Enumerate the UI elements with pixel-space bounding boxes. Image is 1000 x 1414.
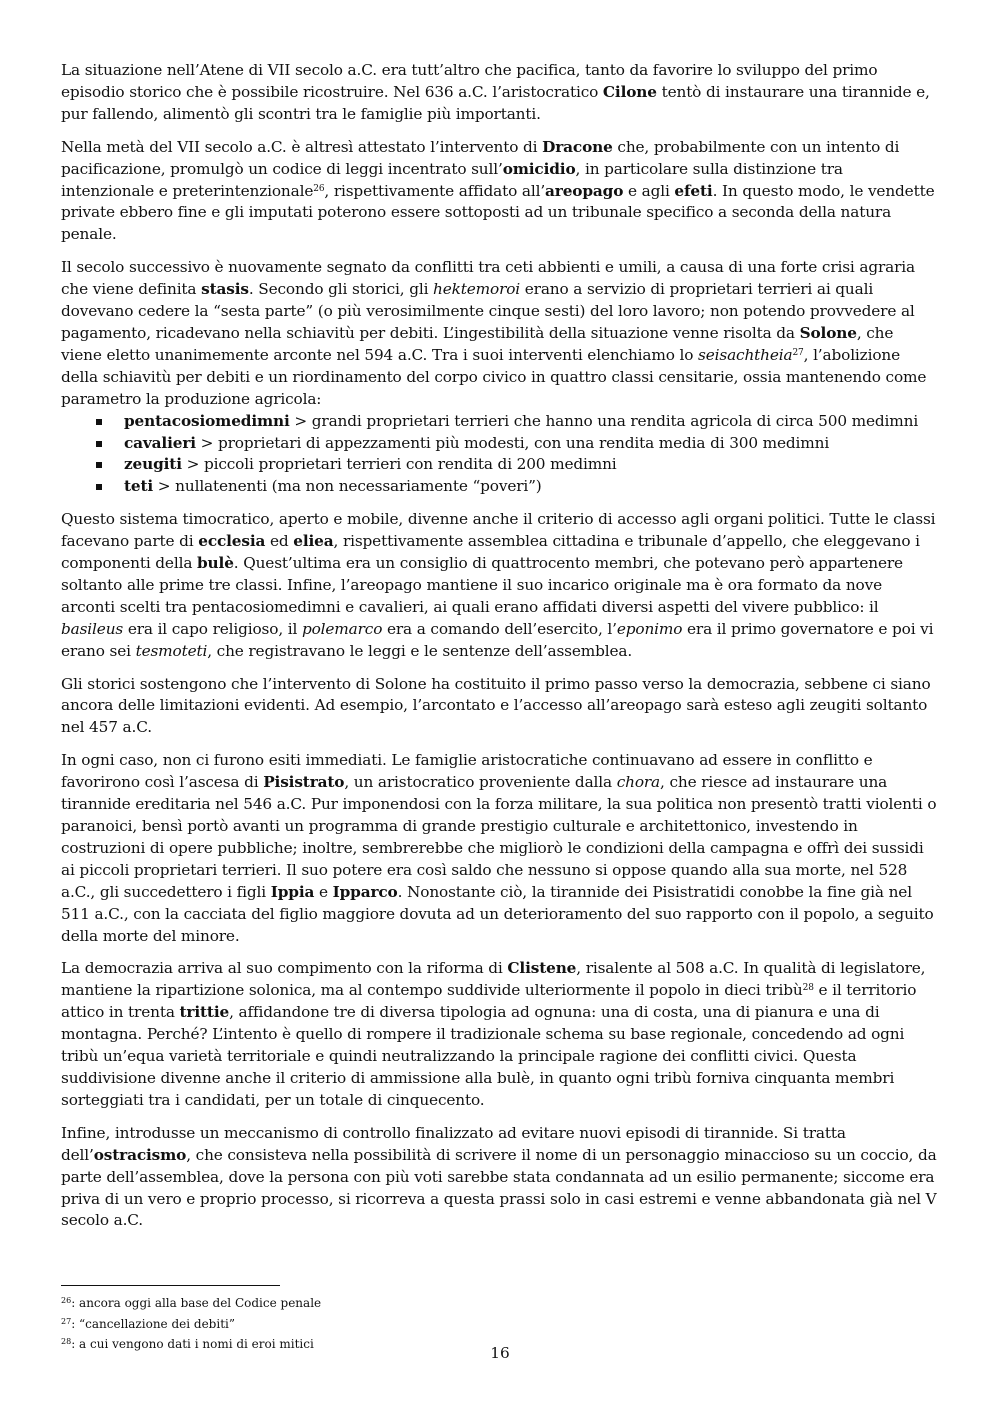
text-run: . Nonostante ciò, la tirannide dei Pisistratidi conobbe la fine già nel 511 a.C., con la cacciata del figlio maggiore dovuta ad un deterioramento del suo rapporto con il popolo, a seguito della morte del minore. xyxy=(61,882,934,945)
footnote-ref: 27 xyxy=(792,347,804,358)
footnote-text: : ancora oggi alla base del Codice penale xyxy=(71,1296,322,1310)
class-name: zeugiti xyxy=(124,455,182,474)
class-name: teti xyxy=(124,477,154,496)
text-run: era il capo religioso, il xyxy=(123,619,302,638)
body-paragraph-5 xyxy=(61,1123,938,1233)
text-run: e il territorio attico in trenta xyxy=(61,981,917,1022)
text-run: . Quest’ultima era un consiglio di quattrocento membri, che potevano però appartenere soltanto alle prime tre classi. Infine, l’areopago mantiene il suo incarico originale ma è ora formato da nove arconti scelti tra pentacosiomedimni e cavalieri, ai quali erano affidati diversi aspetti del vivere pubblico: il xyxy=(61,554,903,616)
census-classes-list xyxy=(61,411,938,499)
footnote-ref: 26 xyxy=(313,183,325,194)
class-name: pentacosiomedimni xyxy=(124,411,290,430)
bold-term: Dracone xyxy=(542,137,613,156)
bold-term: areopago xyxy=(545,181,624,200)
bold-term: Solone xyxy=(799,323,857,342)
text-run: , l’abolizione della schiavitù per debiti e un riordinamento del corpo civico in quattro classi censitarie, ossia mantenendo come parametro la produzione agricola: xyxy=(61,345,927,408)
text-run: La situazione nell’Atene di VII secolo a.C. era tutt’altro che pacifica, tanto da favorire lo sviluppo del primo episodio storico che è possibile ricostruire. Nel 636 a.C. l’aristocratico xyxy=(61,61,878,101)
text-run: , che registravano le leggi e le sentenze dell’assemblea. xyxy=(207,641,633,660)
bold-term: stasis xyxy=(201,280,249,299)
bold-term: bulè xyxy=(197,554,234,573)
text-run: , in particolare sulla distinzione tra intenzionale e preterintenzionale xyxy=(61,159,843,200)
text-run: ed xyxy=(265,532,294,551)
bold-term: efeti xyxy=(674,181,713,200)
intro-paragraph-3 xyxy=(61,257,938,410)
page-number: 16 xyxy=(490,1344,510,1362)
intro-paragraph-2 xyxy=(61,137,938,247)
bold-term: ecclesia xyxy=(198,532,266,551)
footnote-separator xyxy=(61,1285,280,1286)
intro-paragraph-1 xyxy=(61,60,938,126)
class-description: > nullatenenti (ma non necessariamente “poveri”) xyxy=(153,477,542,496)
body-paragraph-1 xyxy=(61,509,938,662)
footnote-number: 28 xyxy=(61,1337,72,1346)
text-run: , che riesce ad instaurare una tirannide ereditaria nel 546 a.C. Pur imponendosi con la forza militare, la sua politica non presentò tratti violenti o paranoici, bensì portò avanti un programma di grande prestigio culturale e architettonico, investendo in costruzioni di opere pubbliche; inoltre, sembrerebbe che migliorò le condizioni della campagna e offrì dei sussidi ai piccoli proprietari terrieri. Il suo potere era così saldo che nessuno si oppose quando alla sua morte, nel 528 a.C., gli succedettero i figli xyxy=(61,773,937,901)
text-run: , un aristocratico proveniente dalla xyxy=(344,773,617,792)
text-run: Il secolo successivo è nuovamente segnato da conflitti tra ceti abbienti e umili, a causa di una forte crisi agraria che viene definita xyxy=(61,258,916,299)
class-description: > proprietari di appezzamenti più modesti, con una rendita media di 300 medimni xyxy=(195,433,830,452)
class-description: > piccoli proprietari terrieri con rendita di 200 medimni xyxy=(181,455,617,474)
footnote-text: : “cancellazione dei debiti” xyxy=(71,1316,235,1331)
italic-term: basileus xyxy=(61,619,124,638)
bold-term: ostracismo xyxy=(93,1145,187,1164)
footnote-number: 26 xyxy=(61,1296,72,1305)
text-run: che, probabilmente con un intento di pacificazione, promulgò un codice di leggi incentrato sull’ xyxy=(61,137,900,178)
text-run: . Secondo gli storici, gli xyxy=(248,280,434,299)
bold-term: Ipparco xyxy=(332,882,398,901)
class-description: > grandi proprietari terrieri che hanno una rendita agricola di circa 500 medimni xyxy=(289,411,919,430)
footnote-ref: 28 xyxy=(802,983,814,994)
text-run: , rispettivamente assemblea cittadina e tribunale d’appello, che eleggevano i componenti della xyxy=(61,532,920,573)
italic-term: chora xyxy=(616,773,661,792)
body-paragraph-4 xyxy=(61,958,938,1111)
text-run: , affidandone tre di diversa tipologia ad ognuna: una di costa, una di pianura e una di montagna. Perché? L’intento è quello di rompere il tradizionale schema su base regionale, concedendo ad ogni tribù un’equa varietà territoriale e quindi neutralizzando la principale ragione dei conflitti civici. Questa suddivisione divenne anche il criterio di ammissione alla bulè, in quanto ogni tribù forniva cinquanta membri sorteggiati tra i candidati, per un totale di cinquecento. xyxy=(61,1003,905,1109)
text-run: e xyxy=(314,882,333,901)
text-run: e agli xyxy=(623,181,675,200)
class-item-zeugiti xyxy=(96,454,938,476)
class-item-cavalieri xyxy=(96,433,938,455)
italic-term: tesmoteti xyxy=(135,641,208,660)
bold-term: omicidio xyxy=(502,159,576,178)
italic-term: polemarco xyxy=(301,619,383,638)
paragraphs-after-list xyxy=(61,509,938,1232)
footnote-number: 27 xyxy=(61,1316,72,1326)
class-name: cavalieri xyxy=(124,433,196,452)
bold-term: eliea xyxy=(293,532,334,551)
text-run: era il primo governatore e poi vi erano sei xyxy=(61,619,934,660)
italic-term: eponimo xyxy=(616,619,683,638)
italic-term: seisachtheia xyxy=(698,345,793,364)
text-run: La democrazia arriva al suo compimento con la riforma di xyxy=(61,959,508,978)
text-run: , risalente al 508 a.C. In qualità di legislatore, mantiene la ripartizione solonica, ma al contempo suddivide ulteriormente il popolo in dieci tribù xyxy=(61,959,926,1000)
text-run: , che viene eletto unanimemente arconte nel 594 a.C. Tra i suoi interventi elenchiamo lo xyxy=(61,323,894,364)
text-run: , rispettivamente affidato all’ xyxy=(324,181,546,200)
text-run: . In questo modo, le vendette private ebbero fine e gli imputati poterono essere sottoposti ad un tribunale specifico a seconda della natura penale. xyxy=(61,181,935,244)
text-run: erano a servizio di proprietari terrieri ai quali dovevano cedere la “sesta parte” (o più verosimilmente cinque sesti) del loro lavoro; non potendo provvedere al pagamento, ricadevano nella schiavitù per debiti. L’ingestibilità della situazione venne risolta da xyxy=(61,280,915,342)
footnote-27 xyxy=(61,1314,661,1335)
bold-term: Ippia xyxy=(270,882,315,901)
text-run: Nella metà del VII secolo a.C. è altresì attestato l’intervento di xyxy=(61,137,543,156)
text-run: era a comando dell’esercito, l’ xyxy=(382,619,617,638)
text-run: , che consisteva nella possibilità di scrivere il nome di un personaggio minaccioso su un coccio, da parte dell’assemblea, dove la persona con più voti sarebbe stata condannata ad un esilio permanente; siccome era priva di un vero e proprio processo, si ricorreva a questa prassi solo in casi estremi e venne abbandonata già nel V secolo a.C. xyxy=(61,1145,937,1230)
class-item-teti xyxy=(96,476,938,498)
bold-term: Cilone xyxy=(602,82,657,101)
footnote-26 xyxy=(61,1293,661,1314)
text-run: Gli storici sostengono che l’intervento di Solone ha costituito il primo passo verso la democrazia, sebbene ci siano ancora delle limitazioni evidenti. Ad esempio, l’arcontato e l’accesso all’areopago sarà esteso agli zeugiti soltanto nel 457 a.C. xyxy=(61,674,931,737)
text-run: Infine, introdusse un meccanismo di controllo finalizzato ad evitare nuovi episodi di tirannide. Si tratta dell’ xyxy=(61,1123,846,1164)
body-paragraph-2 xyxy=(61,674,938,740)
text-run: tentò di instaurare una tirannide e, pur fallendo, alimentò gli scontri tra le famiglie più importanti. xyxy=(61,82,930,123)
paragraphs-before-list xyxy=(61,60,938,411)
class-item-pentacosiomedimni xyxy=(96,411,938,433)
footnote-text: : a cui vengono dati i nomi di eroi mitici xyxy=(71,1337,314,1351)
text-run: Questo sistema timocratico, aperto e mobile, divenne anche il criterio di accesso agli organi politici. Tutte le classi facevano parte di xyxy=(61,510,936,551)
body-paragraph-3 xyxy=(61,750,938,947)
bold-term: trittie xyxy=(179,1003,230,1022)
bold-term: Pisistrato xyxy=(263,773,345,792)
bold-term: Clistene xyxy=(507,959,577,978)
text-run: In ogni caso, non ci furono esiti immediati. Le famiglie aristocratiche continuavano ad essere in conflitto e favorirono così l’ascesa di xyxy=(61,751,873,792)
page-body xyxy=(61,60,938,1243)
italic-term: hektemoroi xyxy=(433,280,521,299)
